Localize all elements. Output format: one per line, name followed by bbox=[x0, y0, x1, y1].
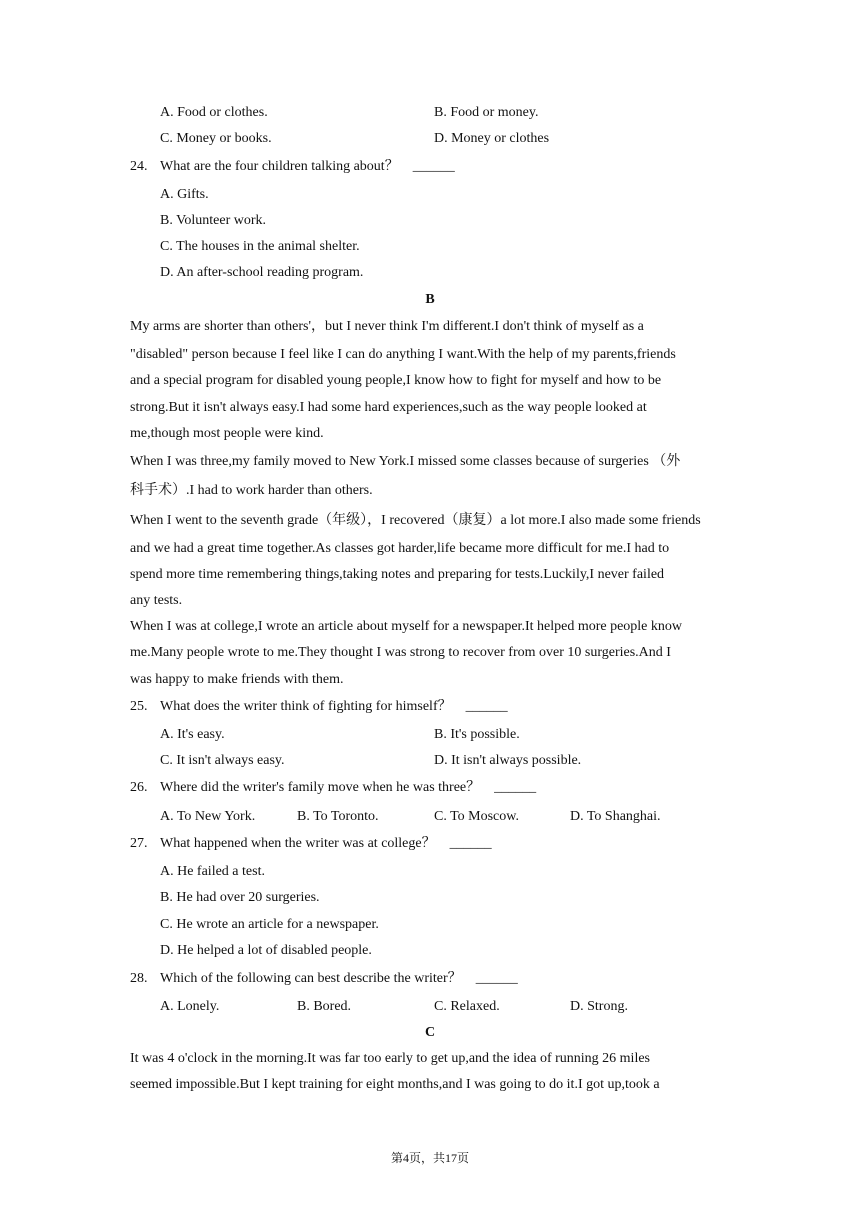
q24-option-a: A. Gifts. bbox=[160, 187, 209, 202]
q28-number: 28. bbox=[130, 971, 148, 986]
q26-option-d: D. To Shanghai. bbox=[570, 809, 661, 824]
q26-option-c: C. To Moscow. bbox=[434, 809, 519, 824]
q24-text: What are the four children talking about？ bbox=[160, 159, 399, 174]
q27-blank: ______ bbox=[449, 836, 492, 851]
passage-b-line: was happy to make friends with them. bbox=[130, 672, 344, 687]
q28-option-c: C. Relaxed. bbox=[434, 999, 500, 1014]
q24-blank: ______ bbox=[412, 159, 455, 174]
q27-text: What happened when the writer was at college？ bbox=[160, 836, 436, 851]
q26-number: 26. bbox=[130, 780, 148, 795]
passage-b-line: me.Many people wrote to me.They thought I was strong to recover from over 10 surgeries.And I bbox=[130, 645, 671, 660]
section-c-heading: C bbox=[424, 1025, 436, 1040]
passage-b-line: When I was at college,I wrote an article about myself for a newspaper.It helped more people know bbox=[130, 619, 683, 634]
q23-option-c: C. Money or books. bbox=[160, 131, 272, 146]
q25-option-a: A. It's easy. bbox=[160, 727, 225, 742]
q27-option-b: B. He had over 20 surgeries. bbox=[160, 890, 320, 905]
page-footer: 第4页，共17页 bbox=[390, 1151, 469, 1165]
q27-option-c: C. He wrote an article for a newspaper. bbox=[160, 917, 379, 932]
passage-b-line: "disabled" person because I feel like I can do anything I want.With the help of my parents,friends bbox=[130, 347, 676, 362]
q25-text: What does the writer think of fighting for himself？ bbox=[160, 699, 452, 714]
passage-b-line: When I went to the seventh grade（年级），I recovered（康复）a lot more.I also made some friends bbox=[130, 513, 701, 528]
q28-blank: ______ bbox=[475, 971, 518, 986]
q26-blank: ______ bbox=[494, 780, 537, 795]
q24-option-d: D. An after-school reading program. bbox=[160, 265, 364, 280]
q23-option-a: A. Food or clothes. bbox=[160, 105, 268, 120]
passage-b-line: My arms are shorter than others'，but I never think I'm different.I don't think of myself as a bbox=[130, 319, 644, 334]
q23-option-b: B. Food or money. bbox=[434, 105, 539, 120]
q25-blank: ______ bbox=[465, 699, 508, 714]
q24-option-b: B. Volunteer work. bbox=[160, 213, 267, 228]
passage-b-line: me,though most people were kind. bbox=[130, 426, 324, 441]
passage-b-line: strong.But it isn't always easy.I had some hard experiences,such as the way people looked at bbox=[130, 400, 647, 415]
section-b-heading: B bbox=[425, 292, 435, 307]
q23-option-d: D. Money or clothes bbox=[434, 131, 550, 146]
q26-option-a: A. To New York. bbox=[160, 809, 256, 824]
q27-option-a: A. He failed a test. bbox=[160, 864, 265, 879]
passage-c-line: It was 4 o'clock in the morning.It was far too early to get up,and the idea of running 26 miles bbox=[130, 1051, 651, 1066]
q26-option-b: B. To Toronto. bbox=[297, 809, 379, 824]
q28-option-a: A. Lonely. bbox=[160, 999, 220, 1014]
passage-b-line: spend more time remembering things,taking notes and preparing for tests.Luckily,I never failed bbox=[130, 567, 665, 582]
q28-text: Which of the following can best describe the writer？ bbox=[160, 971, 462, 986]
q25-number: 25. bbox=[130, 699, 148, 714]
passage-b-line: and we had a great time together.As classes got harder,life became more difficult for me.I had to bbox=[130, 541, 670, 556]
passage-b-line: When I was three,my family moved to New York.I missed some classes because of surgeries （外 bbox=[130, 454, 681, 469]
q27-option-d: D. He helped a lot of disabled people. bbox=[160, 943, 372, 958]
passage-c-line: seemed impossible.But I kept training for eight months,and I was going to do it.I got up,took a bbox=[130, 1077, 660, 1092]
q24-option-c: C. The houses in the animal shelter. bbox=[160, 239, 360, 254]
q26-text: Where did the writer's family move when he was three？ bbox=[160, 780, 481, 795]
q24-number: 24. bbox=[130, 159, 148, 174]
q27-number: 27. bbox=[130, 836, 148, 851]
passage-b-line: any tests. bbox=[130, 593, 183, 608]
q28-option-b: B. Bored. bbox=[297, 999, 352, 1014]
q25-option-b: B. It's possible. bbox=[434, 727, 520, 742]
passage-b-line: and a special program for disabled young people,I know how to fight for myself and how to be bbox=[130, 373, 662, 388]
q28-option-d: D. Strong. bbox=[570, 999, 628, 1014]
passage-b-line: 科手术）.I had to work harder than others. bbox=[130, 483, 373, 498]
q25-option-c: C. It isn't always easy. bbox=[160, 753, 285, 768]
q25-option-d: D. It isn't always possible. bbox=[434, 753, 582, 768]
